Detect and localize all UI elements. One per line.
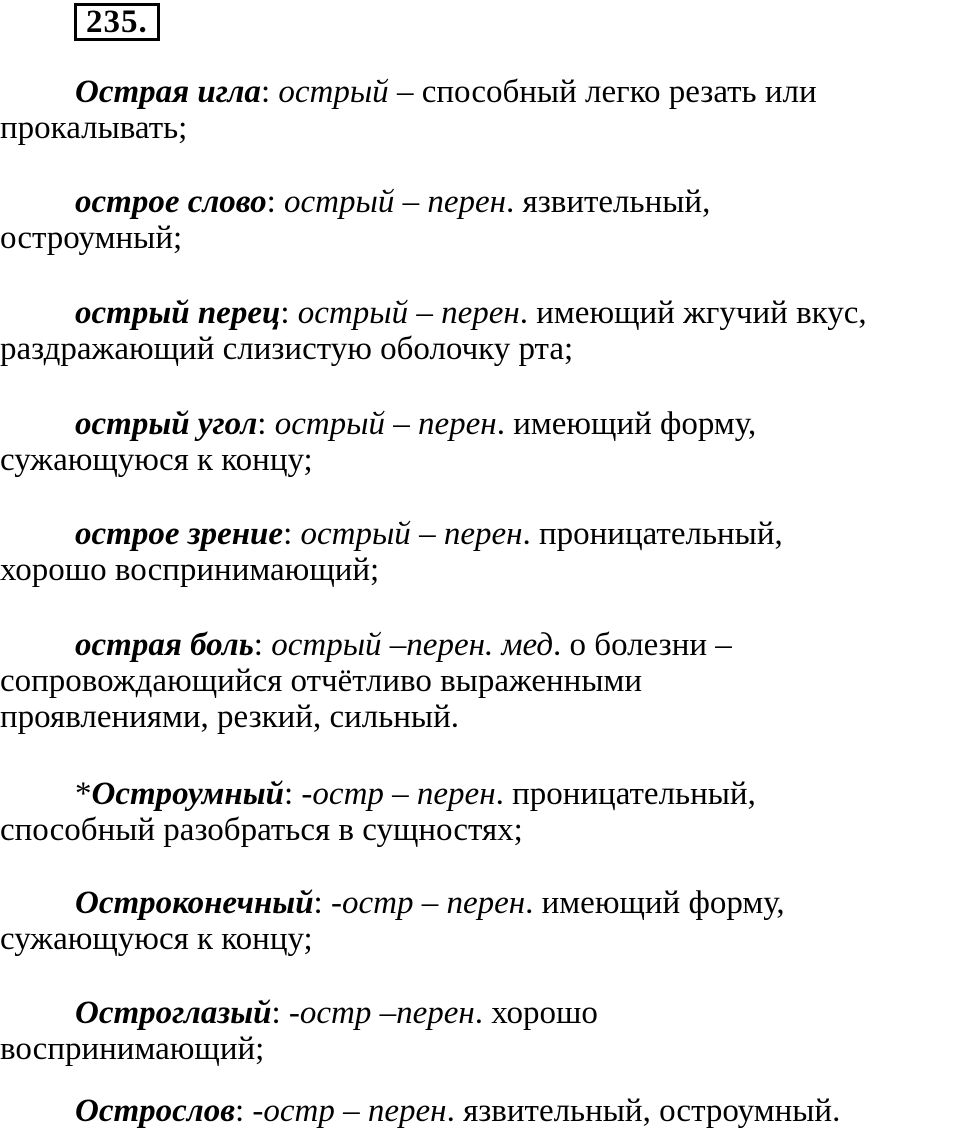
dictionary-entry [0, 184, 960, 256]
entry-term: Острая игла [75, 74, 261, 110]
entry-prefix: * [75, 776, 92, 812]
entry-definition-start: . имеющий жгучий вкус, [519, 295, 867, 331]
entry-continuation-line: сужающуюся к концу; [0, 921, 313, 957]
entry-continuation-line: хорошо воспринимающий; [0, 552, 380, 588]
entry-continuation-line: раздражающий слизистую оболочку рта; [0, 331, 574, 367]
entry-morpheme: остр [263, 1093, 335, 1129]
entry-definition-start: . хорошо [474, 995, 598, 1031]
entry-note: перен [416, 776, 496, 812]
entry-definition-start: . о болезни – [553, 627, 732, 663]
entry-term: Остроумный [91, 776, 284, 812]
dictionary-entry [0, 406, 960, 478]
entry-morpheme: острый [300, 516, 411, 552]
dictionary-entry [0, 295, 960, 367]
entry-definition-start: . имеющий форму, [525, 885, 785, 921]
entry-definition-start: . язвительный, остроумный. [446, 1093, 841, 1129]
entry-continuation-line: проявлениями, резкий, сильный. [0, 699, 460, 735]
dictionary-entry [0, 1093, 960, 1129]
entry-morpheme: острый [297, 295, 409, 331]
entry-colon: : [266, 184, 285, 220]
entry-first-line [0, 184, 960, 220]
entry-dash: – [381, 627, 407, 663]
entry-term: острое зрение [75, 516, 284, 552]
entry-first-line [0, 516, 960, 552]
entry-term: острый угол [75, 406, 258, 442]
entry-dash: – [334, 1093, 368, 1129]
entry-note: перен [418, 406, 497, 442]
entry-morpheme: остр [299, 995, 372, 1031]
entry-colon: : [283, 516, 301, 552]
entry-colon: : - [271, 995, 300, 1031]
entry-morpheme: острый [271, 627, 382, 663]
entry-term: Остроглазый [75, 995, 272, 1031]
entry-note: перен [441, 295, 520, 331]
entry-first-line [0, 74, 960, 110]
entry-note: перен [443, 516, 523, 552]
entry-colon: : - [313, 885, 342, 921]
entry-note: перен [396, 995, 475, 1031]
entry-note: перен [367, 1093, 447, 1129]
entry-morpheme: острый [278, 74, 389, 110]
dictionary-entry [0, 74, 960, 146]
entry-colon: : [280, 295, 298, 331]
entry-definition-start: . проницательный, [522, 516, 783, 552]
entry-continuation-line: сужающуюся к концу; [0, 442, 313, 478]
entry-colon: : [253, 627, 272, 663]
entry-continuation-line: сопровождающийся отчётливо выраженными [0, 663, 643, 699]
entry-note: перен [427, 184, 507, 220]
entry-morpheme: остр [341, 885, 414, 921]
entry-continuation-line: остроумный; [0, 220, 183, 256]
entry-dash: – [371, 995, 397, 1031]
entry-colon: : - [284, 776, 313, 812]
exercise-number-box [74, 3, 160, 41]
entry-first-line [0, 295, 960, 331]
entry-term: Остроконечный [75, 885, 314, 921]
entry-term: острая боль [75, 627, 254, 663]
dictionary-entry [0, 776, 960, 848]
entry-note: перен [446, 885, 526, 921]
entry-dash: – [410, 516, 444, 552]
entry-dash: – [385, 406, 419, 442]
entry-term: острое слово [75, 184, 267, 220]
entry-definition-start: . проницательный, [495, 776, 756, 812]
exercise-number: 235. [86, 3, 148, 40]
entry-term: острый перец [75, 295, 281, 331]
dictionary-entry [0, 995, 960, 1067]
entry-first-line [0, 885, 960, 921]
entry-note: перен. мед [406, 627, 554, 663]
entry-dash: – [383, 776, 417, 812]
entry-continuation-line: способный разобраться в сущностях; [0, 812, 523, 848]
entry-dash: – [394, 184, 428, 220]
dictionary-entry [0, 885, 960, 957]
entry-morpheme: остр [312, 776, 384, 812]
entry-morpheme: острый [274, 406, 386, 442]
entry-term: Острослов [75, 1093, 235, 1129]
entry-colon: : [257, 406, 275, 442]
entry-continuation-line: прокалывать; [0, 110, 188, 146]
entry-definition-start: . имеющий форму, [496, 406, 757, 442]
entry-dash: – [388, 74, 422, 110]
entry-colon: : [260, 74, 279, 110]
entry-first-line [0, 776, 960, 812]
dictionary-entry [0, 627, 960, 735]
entry-first-line [0, 627, 960, 663]
entry-colon: : - [234, 1093, 264, 1129]
entry-dash: – [413, 885, 447, 921]
entry-first-line [0, 1093, 960, 1129]
entry-morpheme: острый [284, 184, 395, 220]
entry-first-line [0, 406, 960, 442]
entry-definition-start: способный легко резать или [421, 74, 817, 110]
dictionary-entry [0, 516, 960, 588]
entry-continuation-line: воспринимающий; [0, 1031, 265, 1067]
entry-dash: – [408, 295, 442, 331]
entry-definition-start: . язвительный, [506, 184, 711, 220]
entry-first-line [0, 995, 960, 1031]
